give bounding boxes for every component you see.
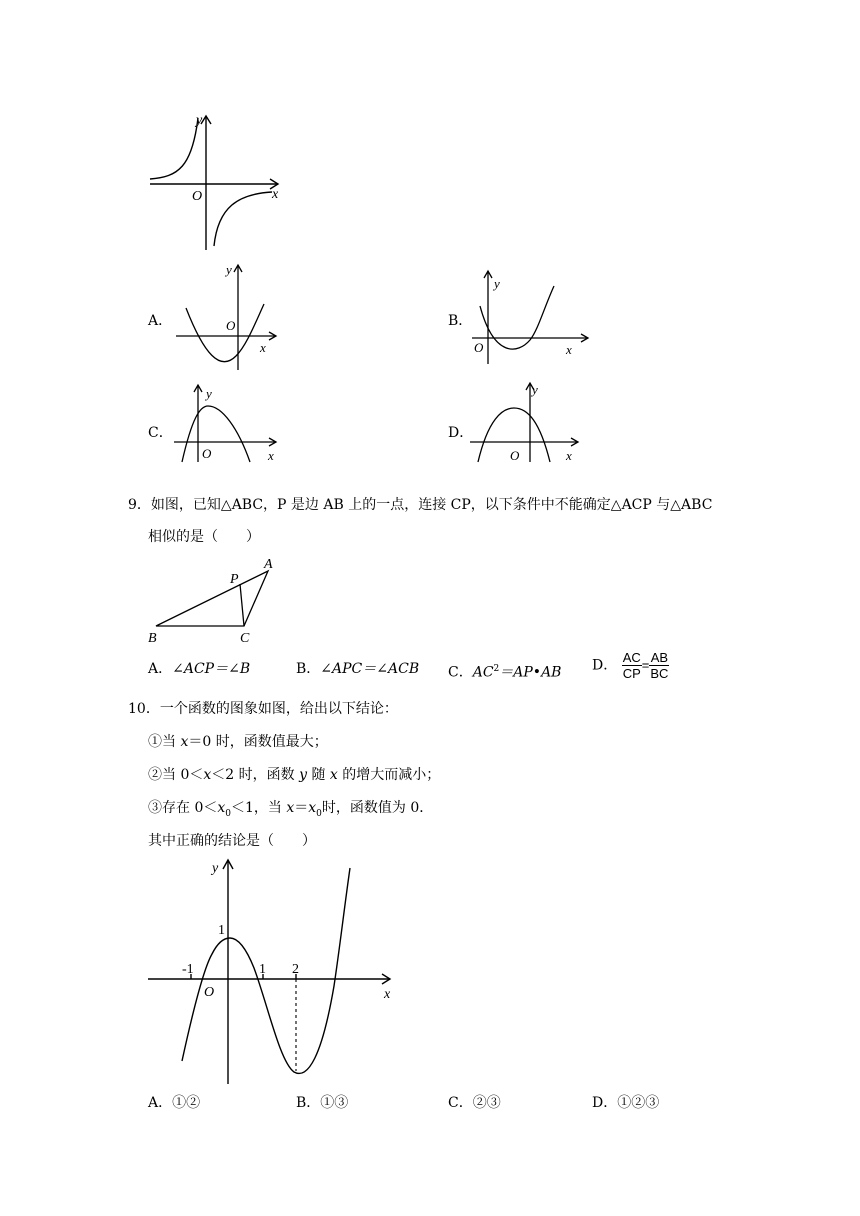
q8-option-c-y-label: y <box>206 386 212 401</box>
q10-option-d <box>592 1094 659 1112</box>
q10-origin-label: O <box>204 985 215 1000</box>
q10-tick-1-label: 1 <box>259 962 266 977</box>
q10-option-c-label: C． <box>448 1095 473 1111</box>
q8-main-y-label: y <box>196 113 203 128</box>
q8-option-a-graph <box>174 262 284 372</box>
q8-main-origin-label: O <box>192 189 203 204</box>
q10-tick-minus1-label: -1 <box>182 962 194 977</box>
q8-option-b-graph <box>472 268 592 368</box>
q9-option-c <box>448 660 561 682</box>
q10-y-label: y <box>212 861 219 876</box>
q8-option-d-graph <box>470 380 582 464</box>
q9-option-a <box>148 660 250 678</box>
q8-option-d-origin-label: O <box>510 448 520 463</box>
q8-option-a-y-label: y <box>226 262 232 277</box>
q9-option-b <box>296 660 419 678</box>
q9-option-d <box>592 650 669 681</box>
q10-number: 10． <box>128 701 160 717</box>
q9-number: 9． <box>128 497 151 513</box>
q9-segment-cp <box>240 584 244 626</box>
q9-line2: 相似的是（ ） <box>148 529 260 545</box>
q10-conclusion-2: ②当 0＜x＜2 时，函数 y 随 x 的增大而减小； <box>148 767 441 783</box>
q8-main-x-label: x <box>272 187 279 202</box>
q8-option-a-x-label: x <box>260 340 266 355</box>
q10-function-graph <box>146 856 406 1086</box>
q10-option-a-label: A． <box>148 1095 173 1111</box>
q9-line1 <box>128 496 712 514</box>
q9-triangle-figure <box>146 556 286 646</box>
q10-y-1-label: 1 <box>218 923 225 938</box>
q9-option-b-text: ∠APC＝∠ACB <box>320 661 420 677</box>
q9-option-d-fraction-2: $\frac{AB}{BC}$ <box>650 650 669 681</box>
q9-label-a: A <box>264 557 273 572</box>
q10-option-d-label: D． <box>592 1095 618 1111</box>
q8-main-branch-left <box>150 118 198 179</box>
q10-option-b-text: ①③ <box>320 1095 349 1111</box>
q9-option-b-label: B． <box>296 661 321 677</box>
q8-option-c-origin-label: O <box>202 446 212 461</box>
q10-option-a <box>148 1094 200 1112</box>
q8-option-a-parabola <box>186 304 264 362</box>
q8-option-d-x-label: x <box>566 448 572 463</box>
q9-label-b: B <box>148 631 157 646</box>
q10-intro-line <box>128 700 398 718</box>
q9-option-d-label: D． <box>592 657 618 674</box>
q9-option-c-base: AC <box>472 664 494 681</box>
q10-option-c-text: ②③ <box>472 1095 501 1111</box>
q8-option-d-y-label: y <box>532 382 538 397</box>
q10-option-a-text: ①② <box>172 1095 201 1111</box>
q10-option-c <box>448 1094 501 1112</box>
q8-option-b-parabola <box>480 286 554 349</box>
q8-option-b-origin-label: O <box>474 340 484 355</box>
q8-main-graph <box>148 112 288 252</box>
q9-option-d-fraction-1: $\frac{AC}{CP}$ <box>622 650 641 681</box>
q10-question: 其中正确的结论是（ ） <box>148 833 316 849</box>
q9-triangle-abc <box>156 571 268 626</box>
q10-curve <box>182 868 350 1073</box>
q10-option-b-label: B． <box>296 1095 321 1111</box>
q10-option-d-text: ①②③ <box>617 1095 660 1111</box>
q8-option-a-label: A． <box>148 313 173 329</box>
q10-option-b <box>296 1094 348 1112</box>
q8-option-a-origin-label: O <box>226 318 236 333</box>
q10-x-label: x <box>384 987 391 1002</box>
q8-option-c-label: C． <box>148 425 173 441</box>
q8-option-c-parabola <box>182 406 250 462</box>
q10-conclusion-3: ③存在 $0<x_0<1$，当 $x=x_0$时，函数值为 0． <box>148 800 434 819</box>
q8-main-branch-right <box>214 192 272 246</box>
q8-option-b-y-label: y <box>494 276 500 291</box>
q9-option-a-label: A． <box>148 661 173 677</box>
q9-label-c: C <box>240 631 250 646</box>
q9-stem: 如图，已知△ABC，P 是边 AB 上的一点，连接 CP，以下条件中不能确定△ACP 与△ABC <box>150 497 713 513</box>
q9-option-c-rest: ＝AP•AB <box>499 664 562 681</box>
q8-option-c-x-label: x <box>268 448 274 463</box>
q10-tick-2-label: 2 <box>292 962 299 977</box>
q8-option-d-label: D． <box>448 425 474 441</box>
q10-conclusion-1: ①当 x＝0 时，函数值最大； <box>148 734 328 750</box>
q9-option-c-exponent: 2 <box>493 664 500 674</box>
q9-label-p: P <box>230 572 239 587</box>
q8-option-b-label: B． <box>448 313 473 329</box>
q9-option-a-text: ∠ACP＝∠B <box>172 661 251 677</box>
q10-intro: 一个函数的图象如图，给出以下结论： <box>159 701 398 717</box>
q8-option-b-x-label: x <box>566 342 572 357</box>
q9-option-c-label: C． <box>448 664 473 681</box>
q9-option-d-equals: = <box>641 657 650 673</box>
q8-option-c-graph <box>174 382 284 464</box>
